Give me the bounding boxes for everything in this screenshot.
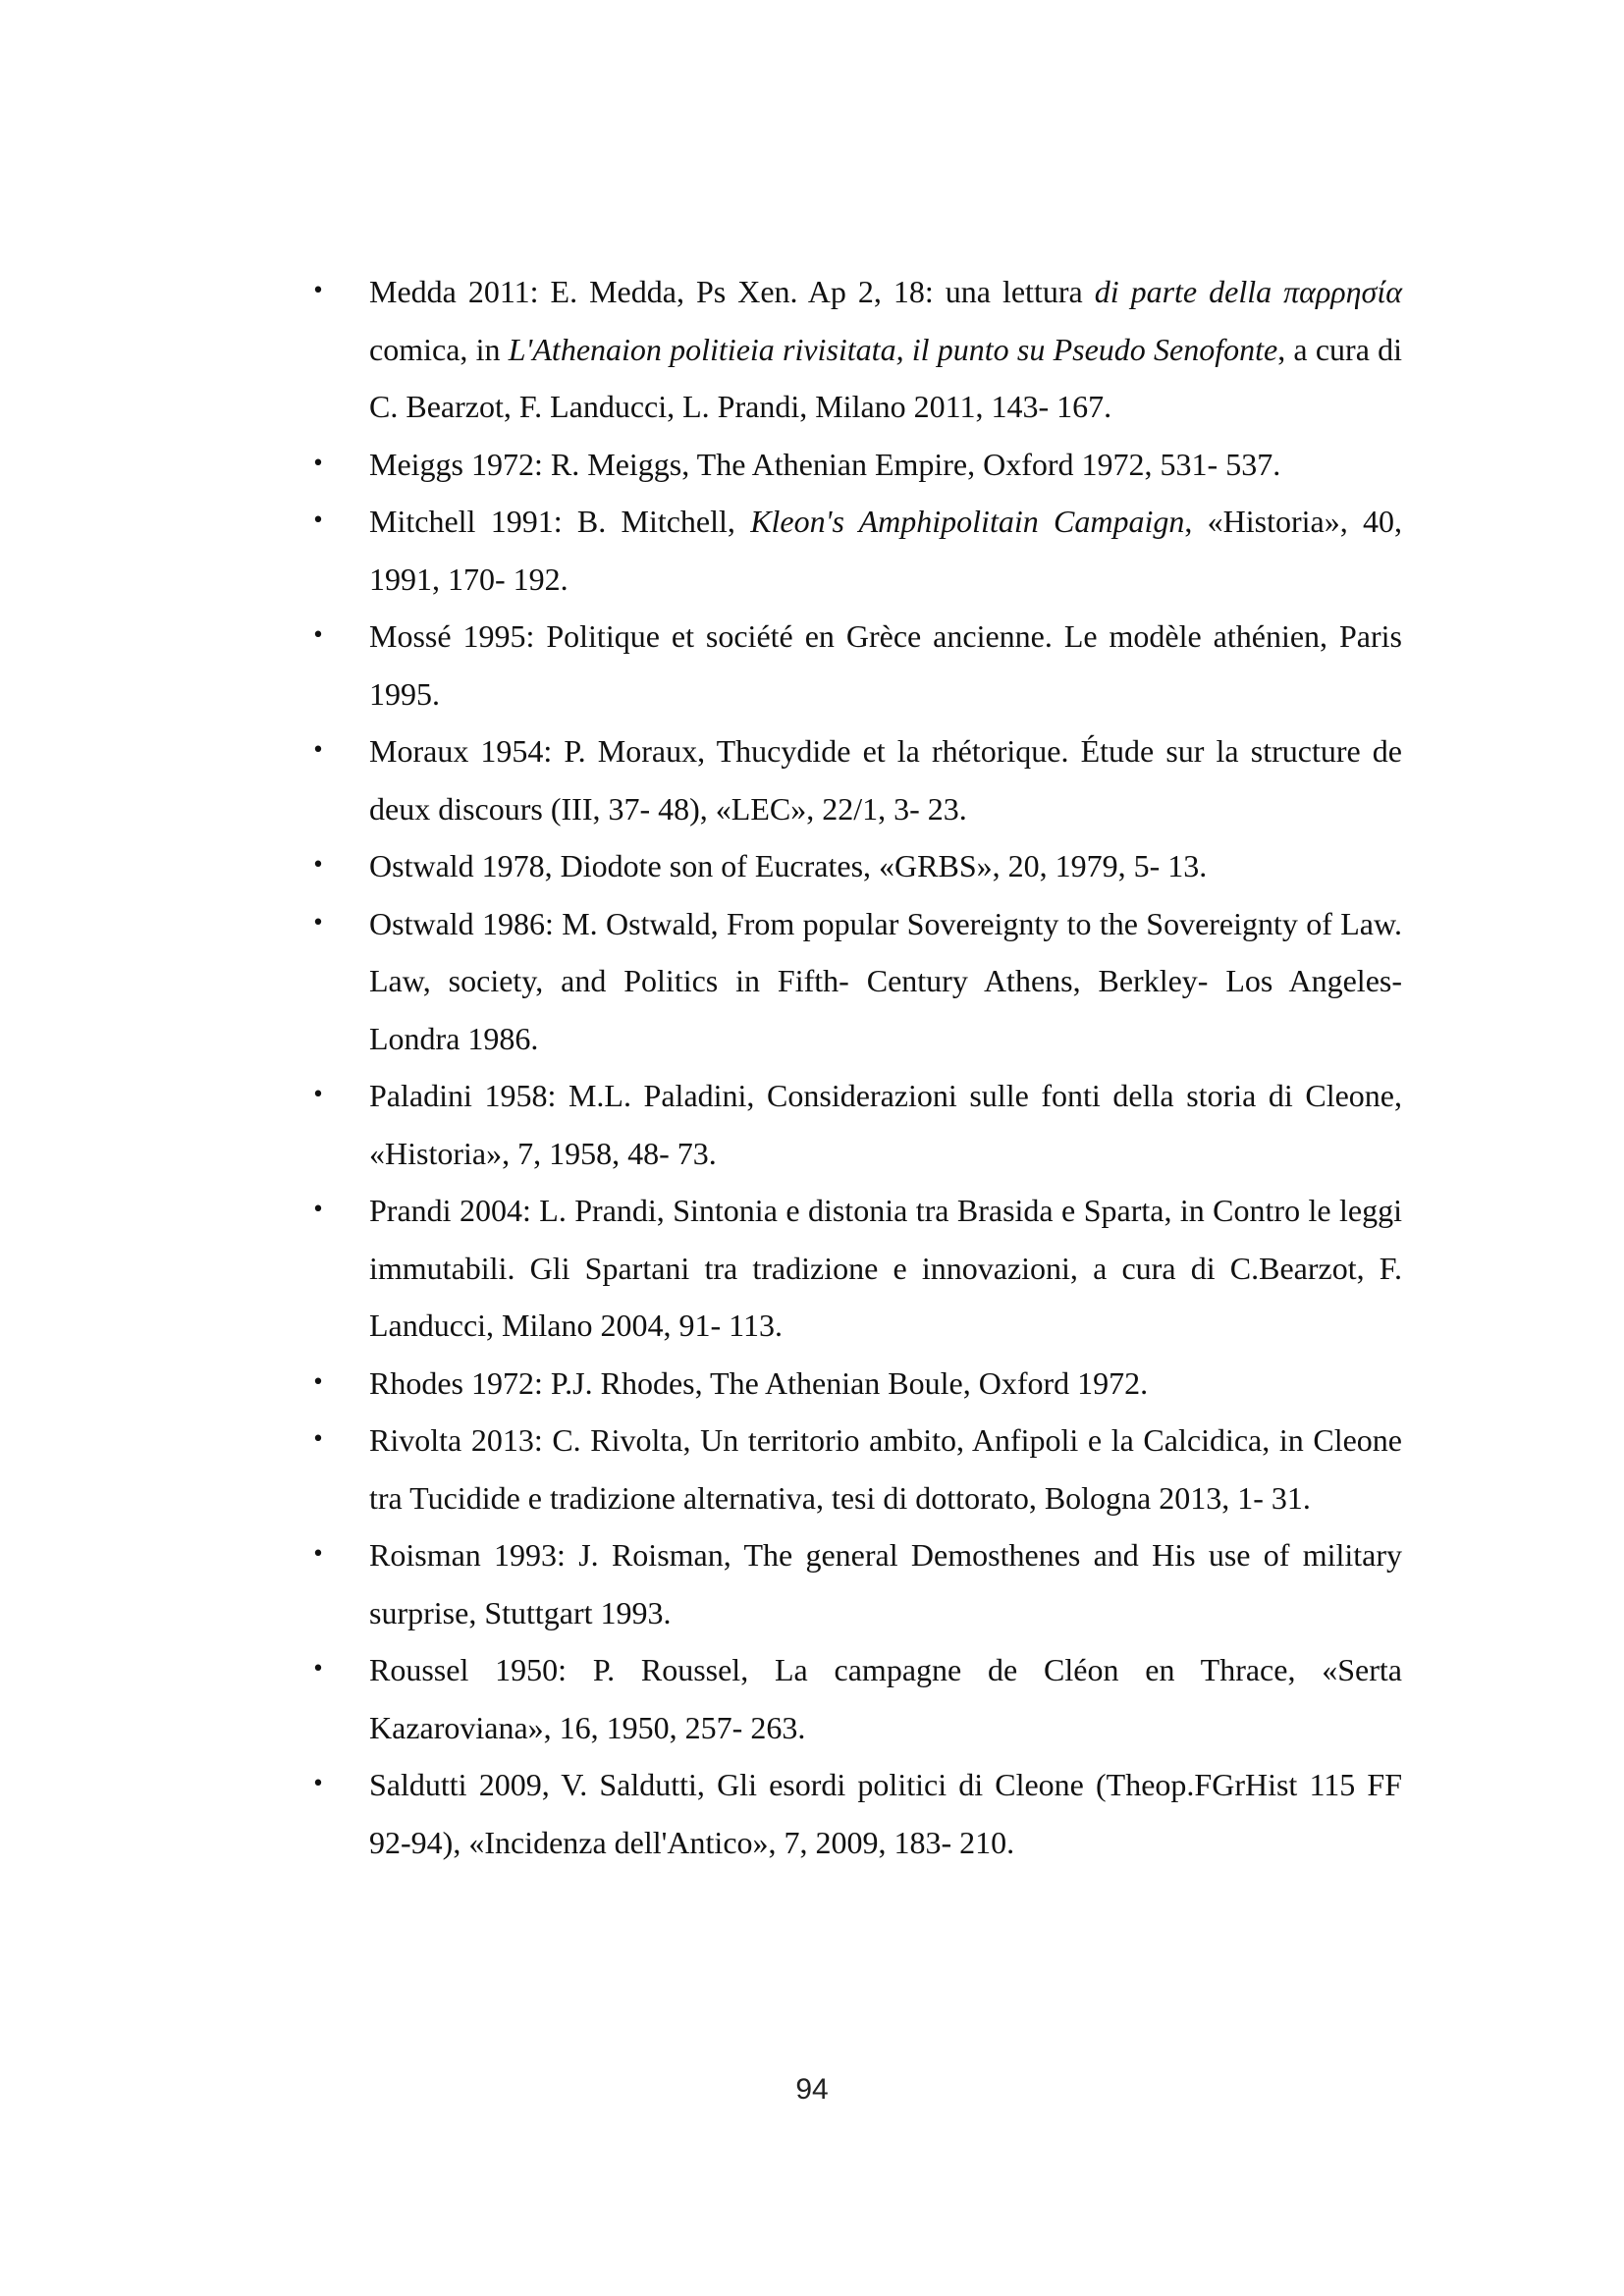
bib-entry-saldutti-2009 <box>295 1756 1402 1871</box>
page-number: 94 <box>795 2073 829 2106</box>
entry-text: Medda 2011: E. Medda, Ps Xen. Ap 2, 18: una lettura <box>369 274 1095 309</box>
bib-entry-mitchell-1991 <box>295 493 1402 608</box>
bibliography-list <box>295 263 1402 1871</box>
entry-italic-text: L'Athenaion politieia rivisitata, il punto su Pseudo Senofonte <box>508 331 1278 367</box>
bullet-icon: • <box>311 451 325 476</box>
entry-text: Ostwald 1978, Diodote son of Eucrates, «GRBS», 20, 1979, 5- 13. <box>369 848 1208 883</box>
entry-text: Mossé 1995: Politique et société en Grèce ancienne. Le modèle athénien, Paris 1995. <box>369 618 1402 712</box>
bullet-icon: • <box>311 508 325 533</box>
bullet-icon: • <box>311 279 325 303</box>
bib-entry-mosse-1995 <box>295 608 1402 722</box>
entry-text: Roisman 1993: J. Roisman, The general Demosthenes and His use of military surprise, Stuttgart 1993. <box>369 1537 1402 1630</box>
bib-entry-prandi-2004 <box>295 1182 1402 1355</box>
entry-text: Paladini 1958: M.L. Paladini, Considerazioni sulle fonti della storia di Cleone, «Historia», 7, 1958, 48- 73. <box>369 1078 1402 1171</box>
bullet-icon: • <box>311 623 325 648</box>
bib-entry-ostwald-1978 <box>295 837 1402 895</box>
bullet-icon: • <box>311 1427 325 1452</box>
bullet-icon: • <box>311 1369 325 1395</box>
entry-text: Ostwald 1986: M. Ostwald, From popular Sovereignty to the Sovereignty of Law. Law, society, and Politics in Fifth- Century Athens, Berkley- Los Angeles- Londra 1986. <box>369 905 1402 1056</box>
entry-text: Meiggs 1972: R. Meiggs, The Athenian Empire, Oxford 1972, 531- 537. <box>369 446 1281 482</box>
bullet-icon: • <box>311 853 325 878</box>
bib-entry-roussel-1950 <box>295 1641 1402 1756</box>
entry-text: , «Historia», 40, 1991, 170- 192. <box>369 504 1403 597</box>
bullet-icon: • <box>311 738 325 763</box>
bullet-icon: • <box>311 1083 325 1107</box>
bullet-icon: • <box>311 1772 325 1796</box>
entry-italic-text: di parte della παρρησία <box>1094 274 1403 309</box>
entry-text: Saldutti 2009, V. Saldutti, Gli esordi politici di Cleone (Theop.FGrHist 115 FF 92-94), «Incidenza dell'Antico», 7, 2009, 183- 210. <box>369 1767 1402 1860</box>
bib-entry-rhodes-1972 <box>295 1355 1402 1413</box>
entry-text: Rivolta 2013: C. Rivolta, Un territorio ambito, Anfipoli e la Calcidica, in Cleone tra Tucidide e tradizione alternativa, tesi di dottorato, Bologna 2013, 1- 31. <box>369 1422 1402 1516</box>
bullet-icon: • <box>311 1657 325 1682</box>
bib-entry-moraux-1954 <box>295 722 1402 837</box>
bib-entry-ostwald-1986 <box>295 895 1402 1068</box>
bib-entry-rivolta-2013 <box>295 1412 1402 1526</box>
bullet-icon: • <box>311 1542 325 1567</box>
entry-text: Prandi 2004: L. Prandi, Sintonia e distonia tra Brasida e Sparta, in Contro le leggi immutabili. Gli Spartani tra tradizione e innovazioni, a cura di C.Bearzot, F. Landucci, Milano 2004, 91- 113. <box>369 1193 1402 1343</box>
entry-text: comica, in <box>369 331 509 367</box>
entry-text: Roussel 1950: P. Roussel, La campagne de Cléon en Thrace, «Serta Kazaroviana», 16, 1950, 257- 263. <box>369 1652 1402 1745</box>
bib-entry-paladini-1958 <box>295 1067 1402 1182</box>
entry-text: Moraux 1954: P. Moraux, Thucydide et la rhétorique. Étude sur la structure de deux discours (III, 37- 48), «LEC», 22/1, 3- 23. <box>369 733 1402 827</box>
entry-text: Rhodes 1972: P.J. Rhodes, The Athenian Boule, Oxford 1972. <box>369 1364 1149 1401</box>
bib-entry-roisman-1993 <box>295 1526 1402 1641</box>
bullet-icon: • <box>311 910 325 935</box>
entry-text: Mitchell 1991: B. Mitchell, <box>369 504 751 539</box>
bullet-icon: • <box>311 1198 325 1222</box>
bib-entry-meiggs-1972 <box>295 436 1402 494</box>
entry-text: , a cura di C. Bearzot, F. Landucci, L. Prandi, Milano 2011, 143- 167. <box>369 331 1403 424</box>
entry-italic-text: Kleon's Amphipolitain Campaign <box>750 504 1185 539</box>
bib-entry-medda-2011 <box>295 263 1402 436</box>
